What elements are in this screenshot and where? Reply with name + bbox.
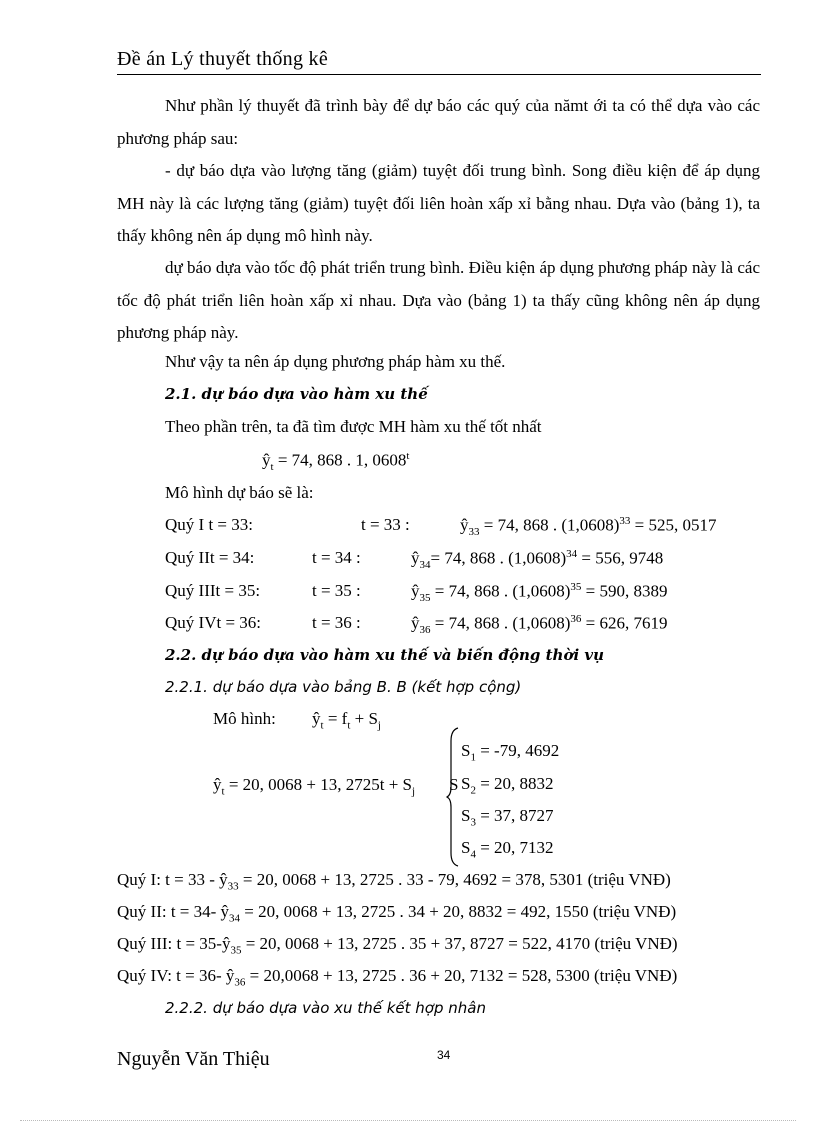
section-heading-2-2-1: 2.2.1. dự báo dựa vào bảng B. B (kết hợp cộng) bbox=[165, 678, 522, 696]
paragraph-forecast-model: Mô hình dự báo sẽ là: bbox=[165, 483, 314, 502]
seasonal-index: $S_3 = 37$, 8727 bbox=[461, 806, 554, 829]
forecast-result: = 525, 0517 bbox=[634, 515, 717, 535]
model-eq-lhs: = f bbox=[327, 709, 348, 728]
quarter-t: t = 34 : bbox=[312, 548, 361, 567]
page-number: 34 bbox=[437, 1048, 451, 1062]
section-heading-2-2-2: 2.2.2. dự báo dựa vào xu thế kết hợp nhân bbox=[165, 999, 486, 1017]
final-forecast-row: Quý III: $t = 35-ŷ_{35} = 20$, 0068 + 13, 2725 . 35 + 37, 8727 = 522, 4170 (triệu VNĐ) bbox=[117, 934, 678, 957]
trend-seasonal-equation: $ŷ_t = 20$, 0068 + 13, $2725t + S_j$ bbox=[213, 775, 416, 798]
forecast-subscript: 36 bbox=[419, 624, 431, 637]
paragraph-method-absolute: - dự báo dựa vào lượng tăng (giảm) tuyệt đối trung bình. Song điều kiện để áp dụng MH này là các lượng tăng (giảm) tuyệt đối liên hoàn xấp xỉ bằng nhau. Dựa vào (bảng 1), ta thấy không nên áp dụng mô hình này. bbox=[117, 161, 760, 245]
quarter-label: Quý IIt = 34: bbox=[165, 548, 255, 567]
document-header: Đề án Lý thuyết thống kê bbox=[117, 48, 329, 70]
forecast-subscript: 33 bbox=[468, 526, 480, 539]
section-heading-2-1: 2.1. dự báo dựa vào hàm xu thế bbox=[165, 385, 428, 403]
forecast-rhs: = 74, 868 . (1,0608) bbox=[483, 515, 620, 535]
additive-model-equation: $ŷ_t = f_t + S_j$ bbox=[312, 709, 381, 732]
yhat-subscript: t bbox=[270, 461, 274, 474]
quarter-forecast: $ŷ_{33} = 74$, 868 . $(1,0608)^{33} = 525$, 0517 bbox=[460, 515, 717, 539]
forecast-exponent: 35 bbox=[570, 581, 582, 593]
trend-eq-s: S bbox=[449, 775, 459, 794]
model-rhs: = 74, 868 . 1, 0608 bbox=[277, 450, 407, 470]
quarter-label: Quý IIIt = 35: bbox=[165, 581, 261, 600]
forecast-subscript: 34 bbox=[419, 559, 431, 572]
trend-eq-rhs: = 20, 0068 + 13, 2725t + S bbox=[228, 775, 413, 794]
model-label: Mô hình: bbox=[213, 709, 276, 728]
model-eq-plus: + S bbox=[354, 709, 378, 728]
forecast-exponent: 34 bbox=[566, 548, 578, 560]
header-rule bbox=[117, 74, 761, 75]
paragraph-conclusion: Như vậy ta nên áp dụng phương pháp hàm xu thế. bbox=[165, 352, 506, 371]
forecast-rhs: = 74, 868 . (1,0608) bbox=[434, 613, 571, 633]
paragraph-intro: Như phần lý thuyết đã trình bày để dự báo các quý của nămt ới ta có thể dựa vào các phương pháp sau: bbox=[117, 96, 760, 148]
page-bottom-border bbox=[20, 1120, 796, 1121]
footer-author: Nguyễn Văn Thiệu bbox=[117, 1048, 270, 1070]
section-heading-2-2: 2.2. dự báo dựa vào hàm xu thế và biến động thời vụ bbox=[165, 646, 604, 664]
forecast-result: = 590, 8389 bbox=[585, 581, 668, 601]
quarter-forecast: $ŷ_{36} = 74$, 868 . $(1,0608)^{36} = 626$, 7619 bbox=[411, 613, 668, 637]
quarter-forecast: $ŷ_{35} = 74$, 868 . $(1,0608)^{35} = 590$, 8389 bbox=[411, 581, 668, 605]
forecast-exponent: 33 bbox=[619, 515, 631, 527]
quarter-t: t = 33 : bbox=[361, 515, 410, 534]
seasonal-index: $S_1 = -79$, 4692 bbox=[461, 741, 560, 764]
model-eq-t: t bbox=[347, 719, 351, 732]
quarter-t: t = 36 : bbox=[312, 613, 361, 632]
quarter-forecast: $ŷ_{34}= 74$, 868 . $(1,0608)^{34} = 556$, 9748 bbox=[411, 548, 664, 572]
quarter-label: Quý IVt = 36: bbox=[165, 613, 261, 632]
forecast-result: = 626, 7619 bbox=[585, 613, 668, 633]
seasonal-index: $S_2 = 20$, 8832 bbox=[461, 774, 554, 797]
quarter-t: t = 35 : bbox=[312, 581, 361, 600]
final-forecast-row: Quý I: $t = 33 - ŷ_{33} = 20$, 0068 + 13, 2725 . 33 - 79, 4692 = 378, 5301 (triệu VNĐ) bbox=[117, 870, 671, 893]
final-forecast-row: Quý IV: t = 36- $ŷ_{36} = 20,0068 + 13$, 2725 . 36 + 20, 7132 = 528, 5300 (triệu VNĐ) bbox=[117, 966, 678, 989]
forecast-exponent: 36 bbox=[570, 613, 582, 625]
paragraph-trend-found: Theo phần trên, ta đã tìm được MH hàm xu thế tốt nhất bbox=[165, 417, 542, 436]
yhat-symbol: ŷ bbox=[262, 450, 271, 470]
forecast-result: = 556, 9748 bbox=[581, 548, 664, 568]
forecast-rhs: = 74, 868 . (1,0608) bbox=[430, 548, 567, 568]
final-forecast-row: Quý II: t = 34- $ŷ_{34} = 20$, 0068 + 13, 2725 . 34 + 20, 8832 = 492, 1550 (triệu VNĐ) bbox=[117, 902, 677, 925]
model-eq-j: j bbox=[377, 719, 381, 732]
quarter-label: Quý I t = 33: bbox=[165, 515, 253, 534]
trend-model-equation bbox=[262, 450, 409, 473]
paragraph-method-growth: dự báo dựa vào tốc độ phát triển trung bình. Điều kiện áp dụng phương pháp này là các tốc độ phát triển liên hoàn xấp xỉ nhau. Dựa vào (bảng 1) ta thấy cũng không nên áp dụng phương pháp này. bbox=[117, 258, 760, 342]
brace-icon bbox=[446, 727, 460, 867]
forecast-subscript: 35 bbox=[419, 592, 431, 605]
forecast-rhs: = 74, 868 . (1,0608) bbox=[434, 581, 571, 601]
model-exponent: t bbox=[406, 450, 410, 462]
seasonal-index: $S_4 = 20$, 7132 bbox=[461, 838, 554, 861]
